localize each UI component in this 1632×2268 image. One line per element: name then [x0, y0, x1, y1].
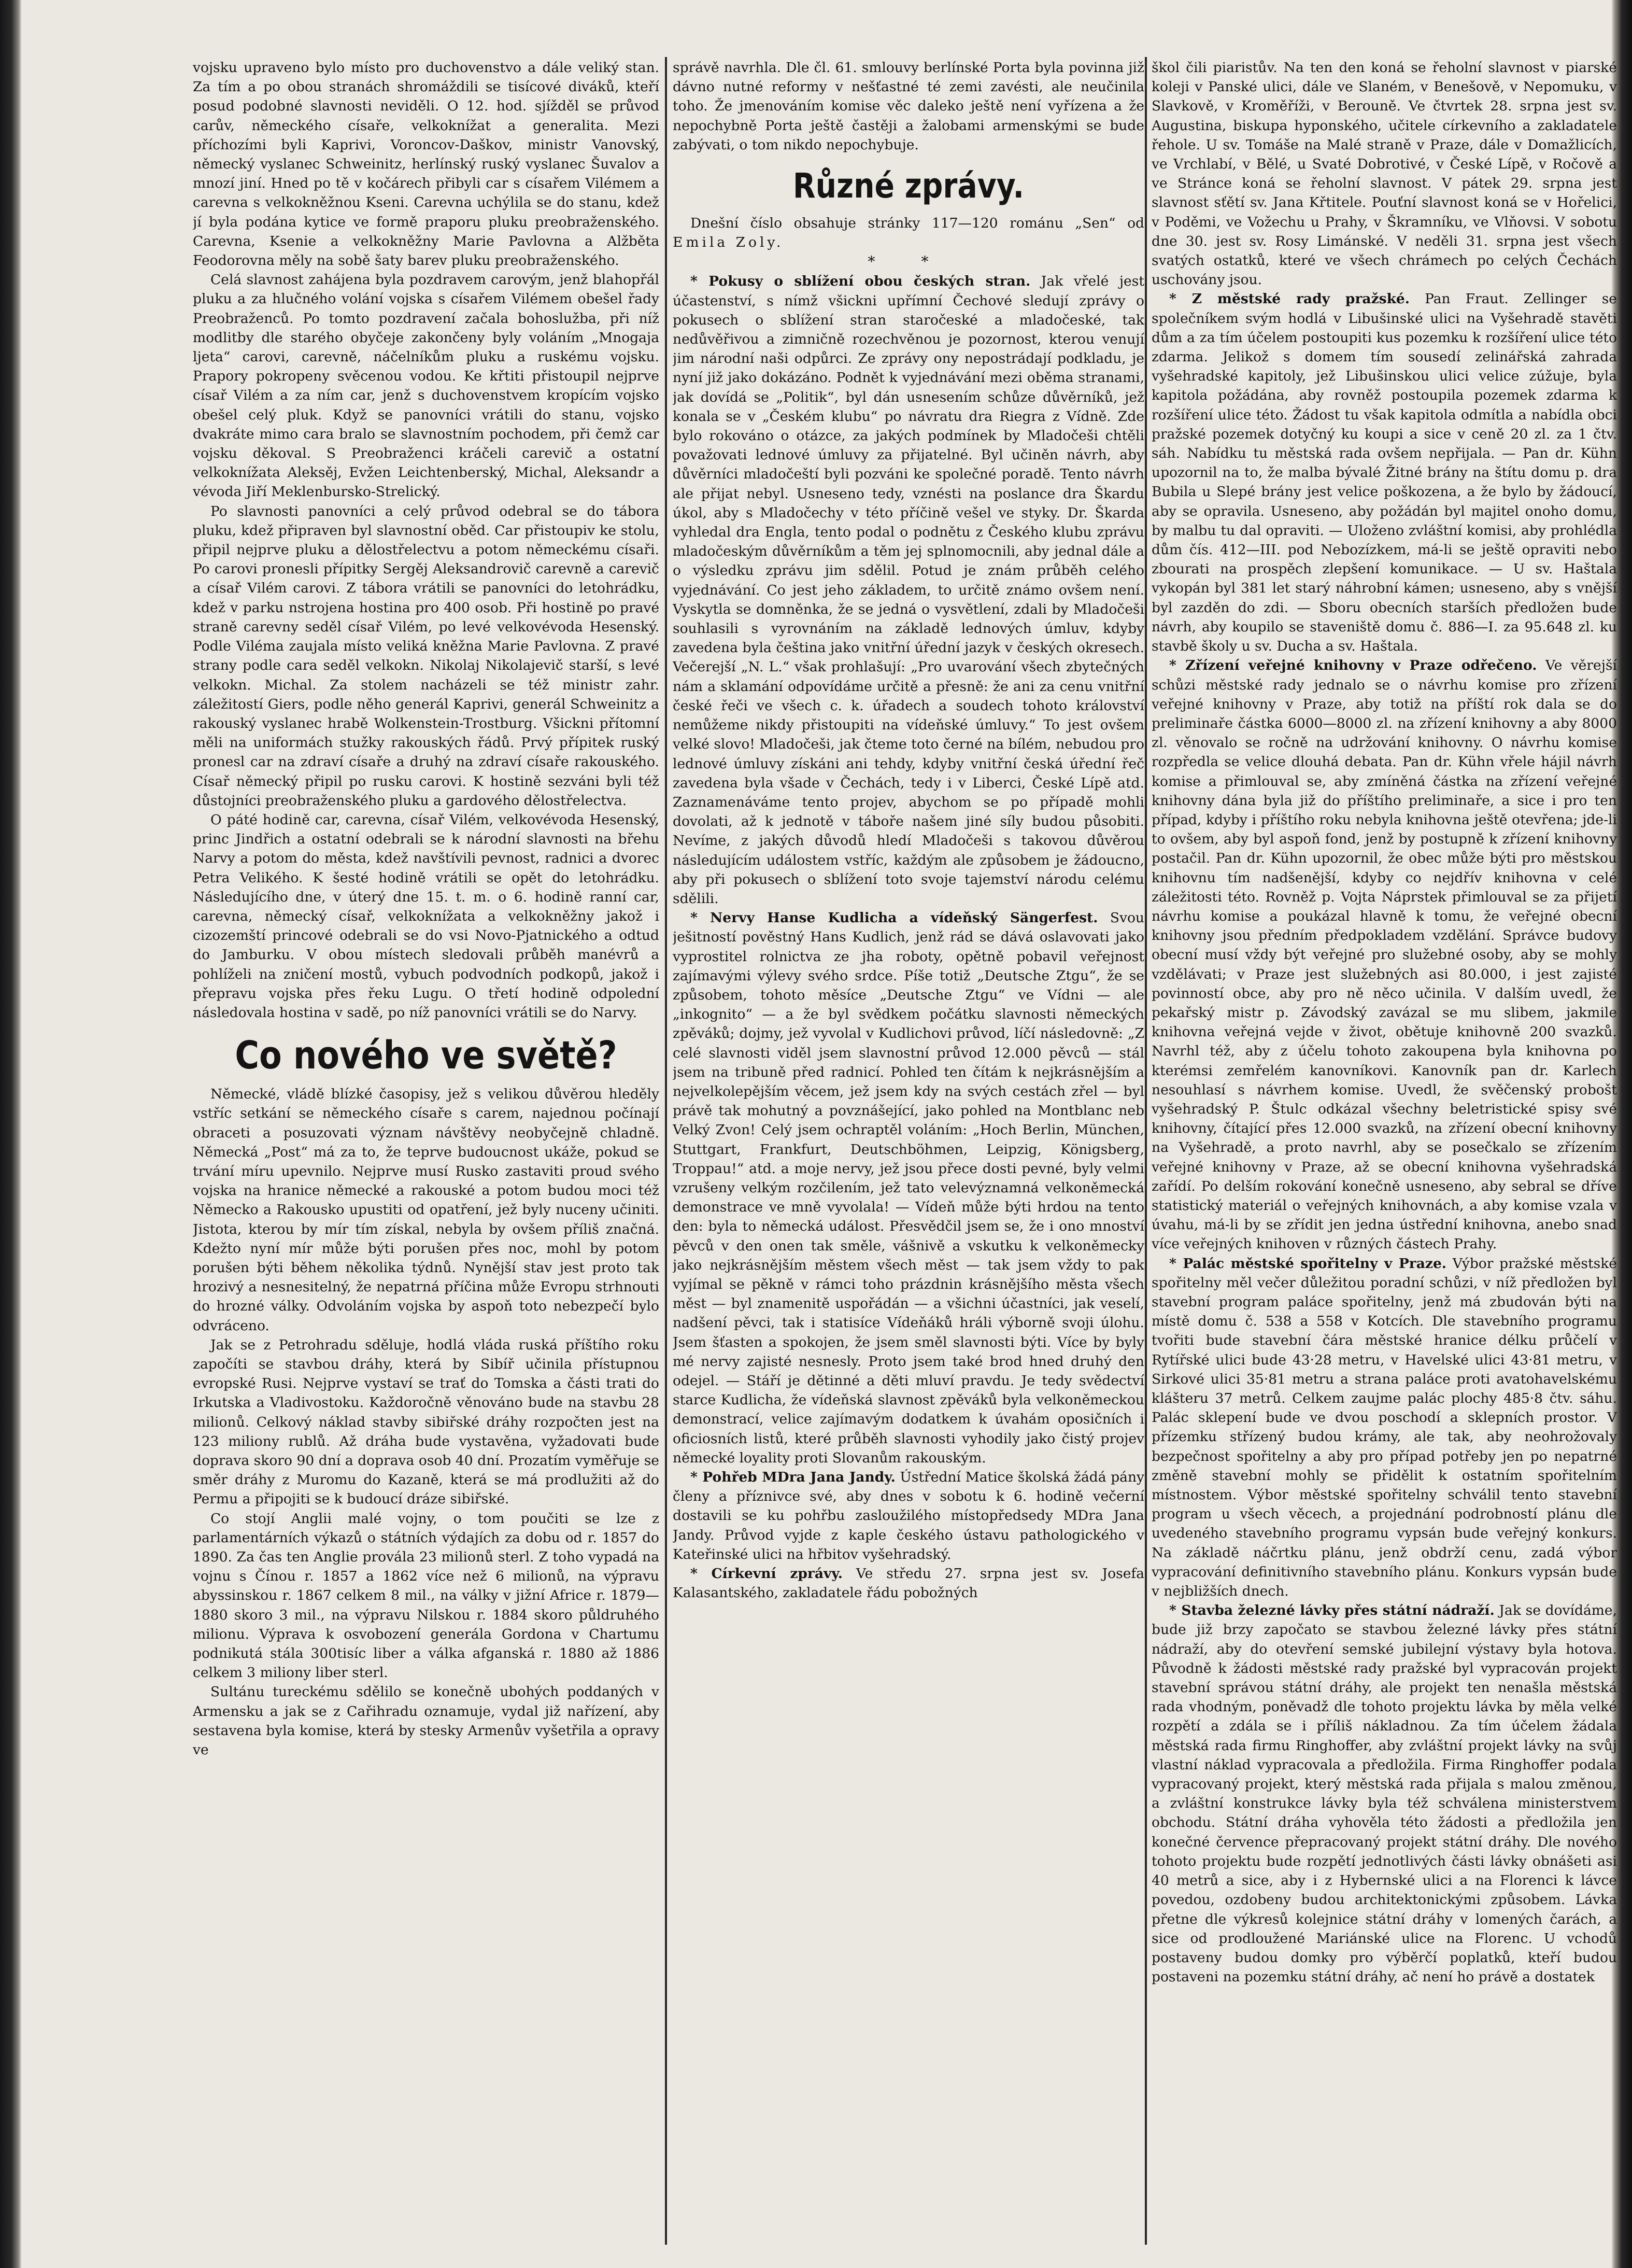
news-item-title: * Stavba železné lávky přes státní nádraží. — [1169, 1602, 1495, 1619]
article-text: škol čili piaristův. Na ten den koná se řeholní slavnost v piarské koleji v Panské ulici, dále ve Slaném, v Benešově, v Nepomuku, v Slavkově, v Kroměříži, v Berouně. Ve čtvrtek 28. srpna jest sv. Augustina, biskupa hyponského, učitele církevního a zakladatele řehole. U sv. Tomáše na Malé straně v Praze, dále v Domažlicích, ve Vrchlabí, v Bělé, u Svaté Dobrotivé, v České Lípě, v Ročově a ve Stránce koná se řeholní slavnost. V pátek 29. srpna jest slavnost sťětí sv. Jana Křtitele. Pouťní slavnost koná se v Hořelici, v Poděmi, ve Vožechu u Prahy, v Škramníku, ve Vlňovsi. V sobotu dne 30. jest sv. Rosy Limánské. V neděli 31. srpna jest všech svatých ostatků, které ve všech chrámech po celých Čechách uschovány jsou. — [1152, 60, 1617, 288]
news-item-title: * Pohřeb MDra Jana Jandy. — [690, 1469, 896, 1486]
column-2 — [673, 58, 1144, 2243]
article-text: Sultánu tureckému sdělilo se konečně ubohých poddaných v Armensku a jak se z Cařihradu oznamuje, vydal již nařízení, aby sestavena byla komise, která by stesky Armenův vyšetřila a opravy ve — [193, 1684, 659, 1758]
news-item — [673, 1564, 1144, 1602]
news-item — [1152, 1601, 1617, 1987]
section-heading-various-news: Různé zprávy. — [792, 166, 1025, 206]
news-item-body: Ve středu 27. srpna jest sv. Josefa Kalasantského, zakladatele řádu pobožných — [673, 1566, 1144, 1601]
news-item — [673, 1468, 1144, 1564]
section-heading-world-news: Co nového ve světě? — [235, 1033, 617, 1078]
news-item-body: Ve věrejší schůzi městské rady jednalo se o návrhu komise pro zřízení veřejné knihovny v Praze, aby totiž na příští rok dala se do preliminaře částka 6000—8000 zl. na zřízení knihovny a aby 8000 zl. věnovalo se ročně na udržování knihovny. O návrhu komise rozpředla se velice dlouhá debata. Pan dr. Kühn vřele hájil návrh komise a přimlouval se, aby zmíněná částka na zřízení veřejné knihovny dána byla již do příštího preliminaře, a sice i pro ten případ, kdyby i příštího roku nebyla knihovna ještě otevřena; jde-li to ovšem, aby byl aspoň fond, jenž by postupně k zřízení knihovny postačil. Pan dr. Kühn upozornil, že obec může býti pro městskou knihovnu tím nadšenější, kdyby co nejdřív knihovna v celé záležitosti této. Rovněž p. Vojta Náprstek přimlouval se za přijetí návrhu komise a poukázal hlavně k tomu, že veřejné obecní knihovny jsou předním předpokladem vzdělání. Správce budovy obecní musí vždy být veřejné pro služebné osoby, aby se mohly vzdělávati; v Praze jest služebných asi 80.000, i jest zajisté povinností obce, aby pro ně něco učinila. V dalším uvedl, že pekařský mistr p. Závodský zavázal se mu slibem, jakmile knihovna veřejná vejde v život, obětuje knihovně 200 svazků. Navrhl též, aby z účelu tohoto zakoupena byla knihovna po kterémsi zemřelém kanovníkovi. Kanovník pan dr. Karlech nesouhlasí s návrhem komise. Uvedl, že svěčenský probošt vyšehradský P. Štulc odkázal všechny beletristické spisy své knihovny, čítající přes 12.000 svazků, na zřízení obecní knihovny na Vyšehradě, a proto navrhl, aby se posečkalo se zřízením veřejné knihovny v Praze, až se obecní knihovna vyšehradská zařídí. Po delším rokování konečně usneseno, aby sebral se dříve statistický materiál o veřejných knihovnách, a aby komise vzala v úvahu, má-li by se zřídit jen jedna ústřední knihovna, anebo snad více veřejných knihoven v různých částech Prahy. — [1152, 657, 1617, 1252]
news-item-title: * Palác městské spořitelny v Praze. — [1169, 1255, 1447, 1272]
news-item — [673, 908, 1144, 1468]
article-text: Jak se z Petrohradu sděluje, hodlá vláda ruská příštího roku započíti se stavbou dráhy, která by Sibíř učinila přístupnou evropské Rusi. Nejprve vystaví se trať do Tomska a části trati do Irkutska a Vladivostoku. Každoročně věnováno bude na stavbu 28 milionů. Celkový náklad stavby sibiřské dráhy rozpočten jest na 123 miliony rublů. Až dráha bude vystavěna, vyžadovati bude doprava skoro 90 dní a doprava osob 40 dní. Prozatím vyměřuje se směr dráhy z Muromu do Kazaně, která se má prodlužiti až do Permu a připojiti se k budoucí dráze sibiřské. — [193, 1336, 659, 1508]
news-item-title: * Nervy Hanse Kudlicha a vídeňský Sängerfest. — [690, 910, 1098, 926]
news-item — [1152, 1254, 1617, 1601]
news-item — [1152, 289, 1617, 656]
article-text: Po slavnosti panovníci a celý průvod odebral se do tábora pluku, kdež připraven byl slavnostní oběd. Car přistoupiv ke stolu, připil nejprve pluku a dělostřelectvu a potom německému císaři. Po carovi pronesli přípitky Sergěj Aleksandrovič carevně a carevič a císař Vilém carovi. Z tábora vrátili se panovníci do letohrádku, kdež v parku nstrojena hostina pro 400 osob. Při hostině po pravé straně carevny seděl císař Vilém, po levé velkovévoda Hesenský. Podle Viléma zaujala místo veliká kněžna Marie Pavlovna. Z pravé strany podle cara seděl velkokn. Nikolaj Nikolajevič starší, s levé velkokn. Michal. Za stolem nacházeli se též ministr zahr. záležitostí Giers, podle něho generál Kaprivi, generál Schweinitz a rakouský vyslanec hrabě Wolkenstein-Trostburg. Všickni přítomní měli na uniformách stužky rakouských řádů. Prvý přípitek ruský pronesl car na zdraví císaře a druhý na zdraví císaře rakouského. Císař německý připil po rusku carovi. K hostině sezváni byli též důstojníci preobraženského pluku a gardového dělostřelectva. — [193, 503, 659, 809]
news-item-body: Pan Fraut. Zellinger se společníkem svým hodlá v Libušinské ulici na Vyšehradě stavěti dům a za tím účelem postoupiti kus pozemku k rozšíření ulice této zdarma. Jelikož s domem tím sousedí zelinářská zahrada vyšehradské kapitoly, jež Libušinskou ulici velice zúžuje, byla kapitola požádána, aby rovněž postoupila pozemek zdarma k rozšíření ulice této. Žádost tu však kapitola odmítla a nabídla obci pražské pozemek dotyčný ku koupi a sice v ceně 20 zl. za 1 čtv. sáh. Nabídku tu městská rada ovšem nepřijala. — Pan dr. Kühn upozornil na to, že malba bývalé Žitné brány na štítu domu p. dra Bubila u Slepé brány jest velice poškozena, a že bylo by žádoucí, aby se opravila. Usneseno, aby požádán byl majitel onoho domu, by malbu tu dal opraviti. — Uloženo zvláštní komisi, aby prohlédla dům čís. 412—III. pod Nebozízkem, má-li se ještě opraviti nebo zbourati na prospěch zlepšení komunikace. — U sv. Haštala vykopán byl 381 let starý náhrobní kámen; usneseno, aby s vnější byl zazděn do zdi. — Sboru obecních starších předložen bude návrh, aby koupilo se staveniště domu č. 886—I. za 95.648 zl. ku stavbě školy u sv. Ducha a sv. Haštala. — [1152, 291, 1617, 655]
news-item-title: * Církevní zprávy. — [690, 1566, 843, 1582]
scan-edge-left — [0, 0, 22, 2268]
article-text: vojsku upraveno bylo místo pro duchovenstvo a dále veliký stan. Za tím a po obou stranách shromáždili se tisícové diváků, kteří posud podobné slavnosti neviděli. O 12. hod. sjížděl se průvod carův, německého císaře, velkoknížat a generalita. Mezi příchozími byli Kaprivi, Voroncov-Daškov, ministr Vanovský, německý vyslanec Schweinitz, herlínský ruský vyslanec Šuvalov a mnozí jiní. Hned po tě v kočárech přibyli car s císařem Vilémem a carevna s velkokněžnou Kseni. Carevna uchýlila se do stanu, kdež jí byla podána kytice ve formě praporu pluku preobraženského. Carevna, Ksenie a velkokněžny Marie Pavlovna a Alžběta Feodorovna měly na sobě šaty barev pluku preobraženského. — [193, 60, 659, 269]
news-item — [1152, 656, 1617, 1253]
article-text: správě navrhla. Dle čl. 61. smlouvy berlínské Porta byla povinna již dávno nutné reformy v nešťastné té zemi zavésti, ale neučinila toho. Že jmenováním komise věc daleko ještě není vyřízena a že nepochybně Porta ještě častěji a žalobami armenskými se bude zabývati, o tom nikdo nepochybuje. — [673, 60, 1144, 153]
column-rule-1 — [665, 57, 667, 2245]
news-item-title: * Pokusy o sblížení obou českých stran. — [690, 273, 1031, 290]
news-item-body: Jak vřelé jest účastenství, s nímž všickni upřímní Čechové sledují zprávy o pokusech o sblížení stran staročeské a mladočeské, tak nedůvěřivou a zimničně rozechvěnou je pozornost, kterou venují jim národní naši odpůrci. Ze zprávy ony nepostrádají podkladu, je nyní již jako dokázáno. Podnět k vyjednávání mezi oběma stranami, jak dovídá se „Politik“, byl dán usnesením schůze důvěrníků, jež konala se v „Českém klubu“ po návratu dra Riegra z Vídně. Zde bylo rokováno o otázce, za jakých podmínek by Mladočeši chtěli považovati lednové úmluvy za přijatelné. Byl učiněn návrh, aby důvěrníci mladočeští byli pozváni ke společné poradě. Tento návrh ale přijat nebyl. Usneseno tedy, vznésti na poslance dra Škardu úkol, aby s Mladočechy v této příčině vešel ve styky. Dr. Škarda vyhledal dra Engla, tento podal o podnětu z Českého klubu zprávu mladočeským důvěrníkům a těm jej splnomocnili, aby jednal dále a o výsledku zprávu jim sdělil. Potud je znám průběh celého vyjednávání. Co jest jeho základem, to určitě známo ovšem není. Vyskytla se domněnka, že se jedná o vysvětlení, zdali by Mladočeši souhlasili s vyrovnáním na základě lednových úmluv, kdyby zavedena byla čeština jako vnitřní úřední jazyk v českých okresech. Večerejší „N. L.“ však prohlašují: „Pro uvarování všech zbytečných nám a sklamání odpovídáme určitě a přesně: že ani za cenu vnitřní české řeči ve všech c. k. úřadech a soudech tohoto království nemůžeme nikdy přistoupiti na vídeňské úmluvy.“ To jest ovšem velké slovo! Mladočeši, jak čteme toto černé na bílém, nebudou pro lednové úmluvy získáni ani tehdy, kdyby vnitřní česká úřední řeč zavedena byla všade v Čechách, tedy i v Liberci, České Lípě atd. Zaznamenáváme tento projev, abychom se po případě mohli dovolati, až k jednotě v táboře našem jiné síly budou působiti. Nevíme, z jakých důvodů hledí Mladočeši s takovou důvěrou následujícím událostem vstříc, každým ale způsobem je žádoucno, aby při pokusech o sblížení toto svoje tajemství národu celému sdělili. — [673, 273, 1144, 907]
news-item-body: Ústřední Matice školská žádá pány členy a příznivce své, aby dnes v sobotu k 6. hodině večerní dostavili se ku pohřbu zasloužilého místopředsedy MDra Jana Jandy. Průvod vyjde z kaple českého ústavu pathologického v Kateřinské ulici na hřbitov vyšehradský. — [673, 1469, 1144, 1562]
article-text: Co stojí Anglii malé vojny, o tom poučiti se lze z parlamentárních výkazů o státních výdajích za dobu od r. 1857 do 1890. Za čas ten Anglie provála 23 milionů sterl. Z toho vypadá na vojnu s Čínou r. 1857 a 1862 více než 6 milionů, na výpravu abyssinskou r. 1867 celkem 8 mil., na války v jižní Africe r. 1879—1880 skoro 3 mil., na výpravu Nilskou r. 1884 skoro půldruhého milionu. Výprava k osvobození generála Gordona v Chartumu podnikutá stála 300tisíc liber a válka afganská r. 1880 až 1886 celkem 3 miliony liber sterl. — [193, 1510, 659, 1681]
column-1 — [193, 58, 659, 2243]
news-item — [673, 272, 1144, 908]
news-item-body: Svou ješitností pověstný Hans Kudlich, jenž rád se dává oslavovati jako vyprostitel rolnictva ze jha roboty, opětně pobavil veřejnost zajímavými výlevy svého srdce. Píše totiž „Deutsche Ztgu“, že se způsobem, tohoto měsíce „Deutsche Ztgu“ ve Vídni — ale „inkognito“ — a že byl svědkem počátku slavnosti německých zpěváků; dojmy, jež vyvolal v Kudlichovi průvod, líčí následovně: „Z celé slavnosti viděl jsem slavnostní průvod 12.000 pěvců — stál jsem na tribuně před radnicí. Pohled ten čítám k nejkrásnějším a nejvelkolepějším věcem, jež jsem kdy na svých cestách zřel — byl právě tak mohutný a povznášející, jako pohled na Montblanc neb Velký Zvon! Celý jsem ochraptěl voláním: „Hoch Berlin, München, Stuttgart, Frankfurt, Deutschböhmen, Leipzig, Königsberg, Troppau!“ atd. a moje nervy, jež jsou přece dosti pevné, byly velmi vzrušeny velkým rozčilením, jež tato velevýznamná velkoněmecká demonstrace ve mně vyvolala! — Vídeň může býti hrdou na tento den: byla to německá událost. Přesvědčil jsem se, že i ono mnoství pěvců v den onen tak směle, vášnivě a vskutku k velkoněmecky jako nejkrásnějším městem všech měst — tak jsem vždy to pak vyjímal se pěkně v rámci toho prázdnin krásnějšího města všech měst — byl znamenitě uspořádán — a všichni účastníci, jak veselí, nadšení pěvci, tak i statisíce Vídeňáků hráli výborně svoji úlohu. Jsem šťasten a spokojen, že jsem směl slavnosti býti. Více by byly mé nervy zajisté nesnesly. Proto jsem také brod hned druhý den odejel. — Stáří je dětinné a děti mluví pravdu. Je tedy svědectví starce Kudlicha, že vídeňská slavnost zpěváků byla velkoněmeckou demonstrací, velice zajímavým dodatkem k úvahám oposičních i oficiosních listů, které průběh slavnosti vyhodily jako čistý projev německé loyality proti Slovanům rakouským. — [673, 910, 1144, 1466]
news-item-title: * Z městské rady pražské. — [1169, 291, 1410, 307]
separator-asterisks: * * — [868, 253, 949, 271]
column-3 — [1152, 58, 1617, 2243]
article-text: Německé, vládě blízké časopisy, jež s velikou důvěrou hleděly vstříc setkání se německého císaře s carem, najednou počínají obraceti a posuzovati význam návštěvy neobyčejně chladně. Německá „Post“ má za to, že teprve budoucnost ukáže, pokud se trvání míru upevnilo. Nejprve musí Rusko zastaviti proud svého vojska na hranice německé a rakouské a potom budou moci též Německo a Rakousko upustiti od opatření, jež byly nuceny učiniti. Jistota, kterou by mír tím získal, nebyla by ovšem příliš značná. Kdežto nyní mír může býti porušen přes noc, mohl by potom porušen býti během několika týdnů. Nynější stav jest proto tak hrozivý a nesnesitelný, že nepatrná příčina může Evropu strhnouti do hrozné války. Odvoláním vojska by aspoň toto nebezpečí bylo odvráceno. — [193, 1086, 659, 1334]
article-text: Celá slavnost zahájena byla pozdravem carovým, jenž blahopřál pluku a za hlučného volání vojska s císařem Vilémem obešel řady Preobraženců. Po tomto pozdravení začala bohoslužba, při níž modlitby dle starého obyčeje zakončeny byly voláním „Mnogaja ljeta“ carovi, carevně, náčelníkům pluku a ruskému vojsku. Prapory pokropeny svěcenou vodou. Ke křtiti přistoupil nejprve císař Vilém a za ním car, jenž s duchovenstvem kropícím vojsko obešel celý pluk. Když se panovníci vrátili do stanu, vojsko dvakráte mimo cara bralo se slavnostním pochodem, při čemž car vojsku děkoval. S Preobraženci kráčeli carevič a ostatní velkoknížata Aleksěj, Evžen Leichtenberský, Michal, Aleksandr a vévoda Jiří Meklenbursko-Strelický. — [193, 272, 659, 500]
novel-author: Emila Zoly. — [673, 234, 784, 251]
novel-notice — [673, 214, 1144, 252]
novel-notice-text: Dnešní číslo obsahuje stránky 117—120 románu „Sen“ od — [690, 215, 1144, 232]
column-rule-2 — [1145, 57, 1147, 2245]
article-text: O páté hodině car, carevna, císař Vilém, velkovévoda Hesenský, princ Jindřich a ostatní odebrali se k národní slavnosti na břehu Narvy a potom do města, kdež navštívili pevnost, radnici a dvorec Petra Velikého. K šesté hodině vrátili se opět do letohrádku. Následujícího dne, v úterý dne 15. t. m. o 6. hodině ranní car, carevna, německý císař, velkoknížata a velkokněžny jakož i cizozemští princové odebrali se do vsi Novo-Pjatnického a odtud do Jamburku. V obou místech sledovali průběh manévrů a pohlíželi na zničení mostů, vybuch podvodních podkopů, jakož i přepravu vojska přes řeku Lugu. O třetí hodině odpolední následovala hostina v sadě, po níž panovníci vrátili se do Narvy. — [193, 811, 659, 1021]
news-item-title: * Zřízení veřejné knihovny v Praze odřečeno. — [1169, 657, 1537, 674]
news-item-body: Jak se dovídáme, bude již brzy započato se stavbou železné lávky přes státní nádraží, aby do otevření semské jubilejní výstavy byla hotova. Původně k žádosti městské rady pražské byl vypracován projekt stavební správou státní dráhy, ale projekt ten nenašla městská rada vhodným, poněvadž dle tohoto projektu lávka by měla velké rozpětí a zdála se i příliš nákladnou. Za tím účelem žádala městská rada firmu Ringhoffer, aby zvláštní projekt lávky na svůj vlastní náklad vypracovala a předložila. Firma Ringhoffer podala vypracovaný projekt, který městská rada přijala s malou změnou, a zvláštní konstrukce lávky byla též schválena ministerstvem obchodu. Státní dráha vyhověla této žádosti a předložila jen konečné července přepracovaný projekt státní dráhy. Dle nového tohoto projektu bude rozpětí jednotlivých části lávky obnášeti asi 40 metrů a sice, aby i z Hybernské ulici a na Florenci k lávce povedou, ozdobeny budou architektonickými způsobem. Lávka přetne dle výkresů kolejnice státní dráhy v lomených čarách, a sice od prodloužené Mariánské ulice na Florenc. U vchodů postaveny budou domky pro výběrčí poplatků, kteří budou postaveni na pozemku státní dráhy, ač není ho právě a dostatek — [1152, 1602, 1617, 1985]
news-item-body: Výbor pražské městské spořitelny měl večer důležitou poradní schůzi, v níž předložen byl stavební program paláce spořitelny, jenž má zbudován býti na místě domu č. 538 a 558 v Kotcích. Dle stavebního programu tvořiti bude stavební čára městské hranice délku průčelí v Rytířské ulici bude 43·28 metru, v Havelské ulici 43·81 metru, v Sirkové ulici 35·81 metru a strana paláce proti avatohavelskému klášteru 37 metrů. Celkem zaujme palác plochy 485·8 čtv. sáhu. Palác sklepení bude ve dvou poschodí a sklepních prostor. V přízemku střízený budou krámy, ale tak, aby neohrožovaly bezpečnost spořitelny a aby pro případ potřeby jen po nepatrné změně stavební mohly se přidělit k ostatním spořitelním místnostem. Výbor městské spořitelny schválil tento stavební program u všech věcech, a projednání podrobností plánu dle uvedeného stavebního programu vypsán bude veřejný konkurs. Na základě náčrtku plánu, jenž obdrží cenu, zadá výbor vypracování definitivního stavebního plánu. Konkurs vypsán bude v nejbližších dnech. — [1152, 1255, 1617, 1600]
